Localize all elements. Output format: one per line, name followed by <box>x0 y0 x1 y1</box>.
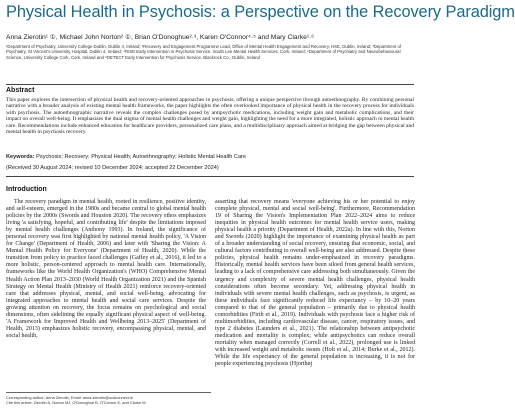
introduction-heading: Introduction <box>6 186 47 193</box>
abstract-heading: Abstract <box>6 87 35 94</box>
top-rule <box>6 84 414 85</box>
footer-rule <box>6 392 211 393</box>
keywords-list: Psychosis; Recovery; Physical Health; Autoethnography; Holistic Mental Health Care <box>36 154 247 160</box>
author-line <box>6 33 416 41</box>
keywords <box>6 154 414 160</box>
paper-title: Physical Health in Psychosis: a Perspective on the Recovery Paradigm <box>6 3 515 21</box>
intro-paragraph: The recovery paradigm in mental health, rooted in resilience, positive identity, and self-esteem, emerged in the 1980s and became central to global mental health policies by the 2000s (Swords and Houston 2020). The recovery ethos emphasizes living 'a satisfying, hopeful, and contributing life' despite the limitations imposed by mental health challenges (Anthony 1993). In Ireland, the significance of personal recovery was first highlighted by national mental health policy, 'A Vision for Change' (Department of Health, 2006) and later with 'Sharing the Vision: A Mental Health Policy for Everyone' (Department of Health, 2020). While the transition from policy to practice faced challenges (Gaffey et al., 2016), it led to a more holistic, person-centered approach to mental health care. Internationally, frameworks like the World Health Organization's (WHO) Comprehensive Mental Health Action Plan 2013–2030 (World Health Organization 2021) and the Spanish Strategy on Mental Health (Ministry of Health 2021) reinforce recovery-oriented care that addresses physical, mental, and social well-being, advocating for integrated approaches to mental health and social care services. Despite the growing attention on recovery, the focus remains on psychological and social dimensions, often sidelining the equally significant physical aspect of well-being. 'A Framework for Improved Health and Wellbeing 2013–2025' (Department of Health, 2013) emphasizes holistic recovery, encompassing physical, mental, and social health, <box>6 199 206 339</box>
mid-rule <box>6 176 414 177</box>
footnote <box>6 395 211 405</box>
keywords-label: Keywords: <box>6 154 35 160</box>
citation: Cite this article: Zierotin A, Norton MJ, O'Donoghue B, O'Connor K, and Clarke M. <box>6 400 147 405</box>
received-dates: (Received 30 August 2024; revised 10 December 2024; accepted 22 December 2024) <box>6 165 219 171</box>
author-list: Anna Zierotin¹ ①, Michael John Norton² ①, Brian O'Donoghue²·³, Karen O'Connor⁴·⁵ and Mary Clarke¹·⁶ <box>6 34 315 41</box>
right-column <box>215 199 415 368</box>
left-column <box>6 199 206 340</box>
corresponding-author: Corresponding author: Anna Zierotin; Email: anna.zierotin@ucdconnect.ie <box>6 395 134 400</box>
body-paragraph: asserting that recovery means 'everyone achieving his or her potential to enjoy complete physical, mental and social well-being'. Furthermore, Recommendation 19 of Sharing the Vision's Implementation Plan 2022–2024 aims to reduce inequities in physical health outcomes for mental health service users, making physical health a priority (Department of Health, 2022a). In line with this, Norton and Swords (2020) highlight the importance of examining physical health as part of a broader understanding of social recovery, ensuring that economic, social, and cultural factors contributing to overall well-being are also addressed. Despite these policies, physical health remains under-emphasized in recovery paradigms. Historically, mental health services have been siloed from general health services, leading to a lack of comprehensive care addressing both simultaneously. Given the urgency and complexity of severe mental health challenges, physical health considerations often become secondary. Yet, addressing physical health in individuals with severe mental health challenges, such as psychosis, is urgent, as these individuals face significantly reduced life expectancy – by 10–20 years compared to that of the general population – primarily due to physical health comorbidities (Firth et al., 2019). Individuals with psychosis face a higher risk of multimorbidities, including cardiovascular disease, cancer, respiratory issues, and type 2 diabetes (Launders et al., 2021). The relationship between antipsychotic medication and mortality is complex; while antipsychotics can reduce overall mortality when managed correctly (Correll et al., 2022), prolonged use is linked with increased weight and metabolic issues (Holt et al., 2014; Burke et al., 2012). While the life expectancy of the general population is increasing, it is not for people experiencing psychosis (Hjorthøj <box>215 199 415 368</box>
abstract-text: This paper explores the intersection of physical health and recovery-oriented approaches in psychosis, offering a unique perspective through autoethnography. By combining personal narrative with a broader analysis of existing mental health frameworks, the paper highlights the often overlooked importance of physical health in the recovery process for individuals with psychosis. The autoethnographic narrative reveals the complex challenges posed by antipsychotic medications, including weight gain and metabolic complications, and their impact on overall well-being. It emphasizes the dual stigma of mental health challenges and weight gain, highlighting the need for a more integrated, holistic approach to mental health care. Recommendations include enhanced education for healthcare providers, personalized care plans, and a multidisciplinary approach aimed at bridging the gap between physical and mental health in psychosis recovery. <box>6 97 414 136</box>
affiliations: ¹Department of Psychiatry, University College Dublin, Dublin 4, Ireland; ²Recovery and Engagement Programme Lead, Office of Mental Health Engagement and Recovery, HSE, Dublin, Ireland; ³Department of Psychiatry, St Vincent's University Hospital, Dublin 4, Ireland; ⁴RISE Early Intervention in Psychosis Service, South Lee Mental Health Services, Cork, Ireland; ⁵Department of Psychiatry and Neurobehavioural Science, University College Cork, Cork, Ireland and ⁶DETECT Early Intervention for Psychosis Service, Blackrock Co., Dublin, Ireland <box>6 44 402 60</box>
